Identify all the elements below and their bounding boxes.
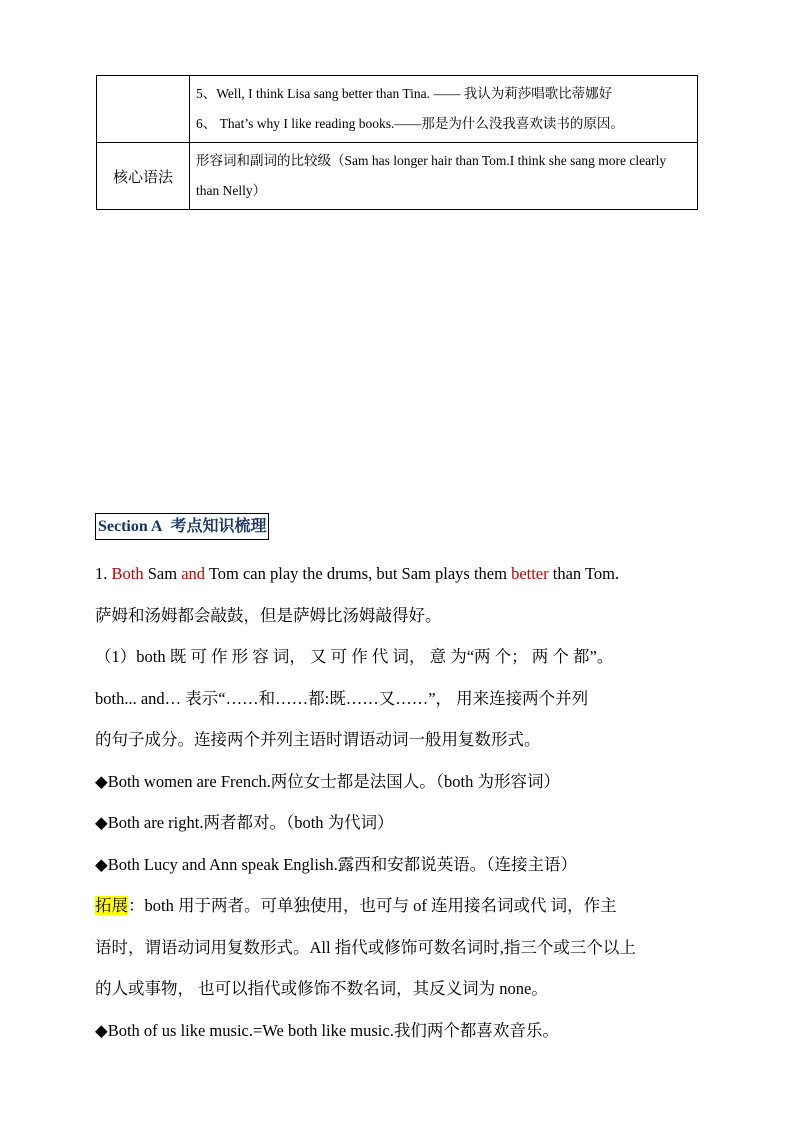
example-sentence: [95, 553, 700, 595]
keyword-better: better: [511, 564, 549, 583]
sentence-5: 5、Well, I think Lisa sang better than Tina. —— 我认为莉莎唱歌比蒂娜好: [196, 86, 613, 101]
extension-line: 语时，谓语动词用复数形式。All 指代或修饰可数名词时,指三个或三个以上: [95, 937, 636, 957]
row-label-grammar: 核心语法: [97, 143, 190, 210]
example-bullet: ◆Both are right.两者都对。（both 为代词）: [95, 813, 394, 832]
grammar-cell: [190, 143, 698, 210]
summary-table: [96, 75, 698, 210]
sentence-6: 6、 That’s why I like reading books.——那是为什么没我喜欢读书的原因。: [196, 116, 624, 131]
translation: 萨姆和汤姆都会敲鼓，但是萨姆比汤姆敲得好。: [95, 605, 442, 625]
note-line: （1）both 既 可 作 形 容 词， 又 可 作 代 词， 意 为“两 个； 两 个 都”。: [95, 647, 614, 666]
example-bullet: ◆Both of us like music.=We both like music.我们两个都喜欢音乐。: [95, 1020, 559, 1040]
example-bullet: ◆Both Lucy and Ann speak English.露西和安都说英语。（连接主语）: [95, 854, 577, 874]
table-row: [97, 76, 698, 143]
note-line: both... and… 表示“……和……都:既……又……”， 用来连接两个并列: [95, 688, 589, 708]
sentence-list-cell: [190, 76, 698, 143]
sentence-part: Sam: [143, 564, 182, 583]
extension-label: 拓展: [95, 896, 128, 915]
row-label-empty: [97, 76, 190, 143]
section-content: [95, 553, 700, 1051]
keyword-and: and: [181, 564, 206, 583]
sentence-part: than Tom.: [548, 564, 620, 583]
sentence-part: Tom can play the drums, but Sam plays them: [205, 564, 512, 583]
table-row: [97, 143, 698, 210]
example-bullet: ◆Both women are French.两位女士都是法国人。（both 为形容词）: [95, 771, 561, 791]
extension-text: ：both 用于两者。可单独使用，也可与 of 连用接名词或代 词，作主: [128, 896, 617, 915]
item-number: 1.: [95, 564, 112, 583]
extension-line: 的人或事物， 也可以指代或修饰不数名词，其反义词为 none。: [95, 979, 548, 998]
keyword-both: Both: [111, 564, 144, 583]
section-heading-en: Section A: [98, 518, 163, 535]
extension-line: [95, 885, 700, 927]
section-heading: [95, 513, 269, 540]
note-line: 的句子成分。连接两个并列主语时谓语动词一般用复数形式。: [95, 730, 541, 749]
section-heading-zh: 考点知识梳理: [170, 516, 267, 535]
grammar-text: 形容词和副词的比较级（Sam has longer hair than Tom.I think she sang more clearly than Nelly）: [196, 153, 667, 198]
